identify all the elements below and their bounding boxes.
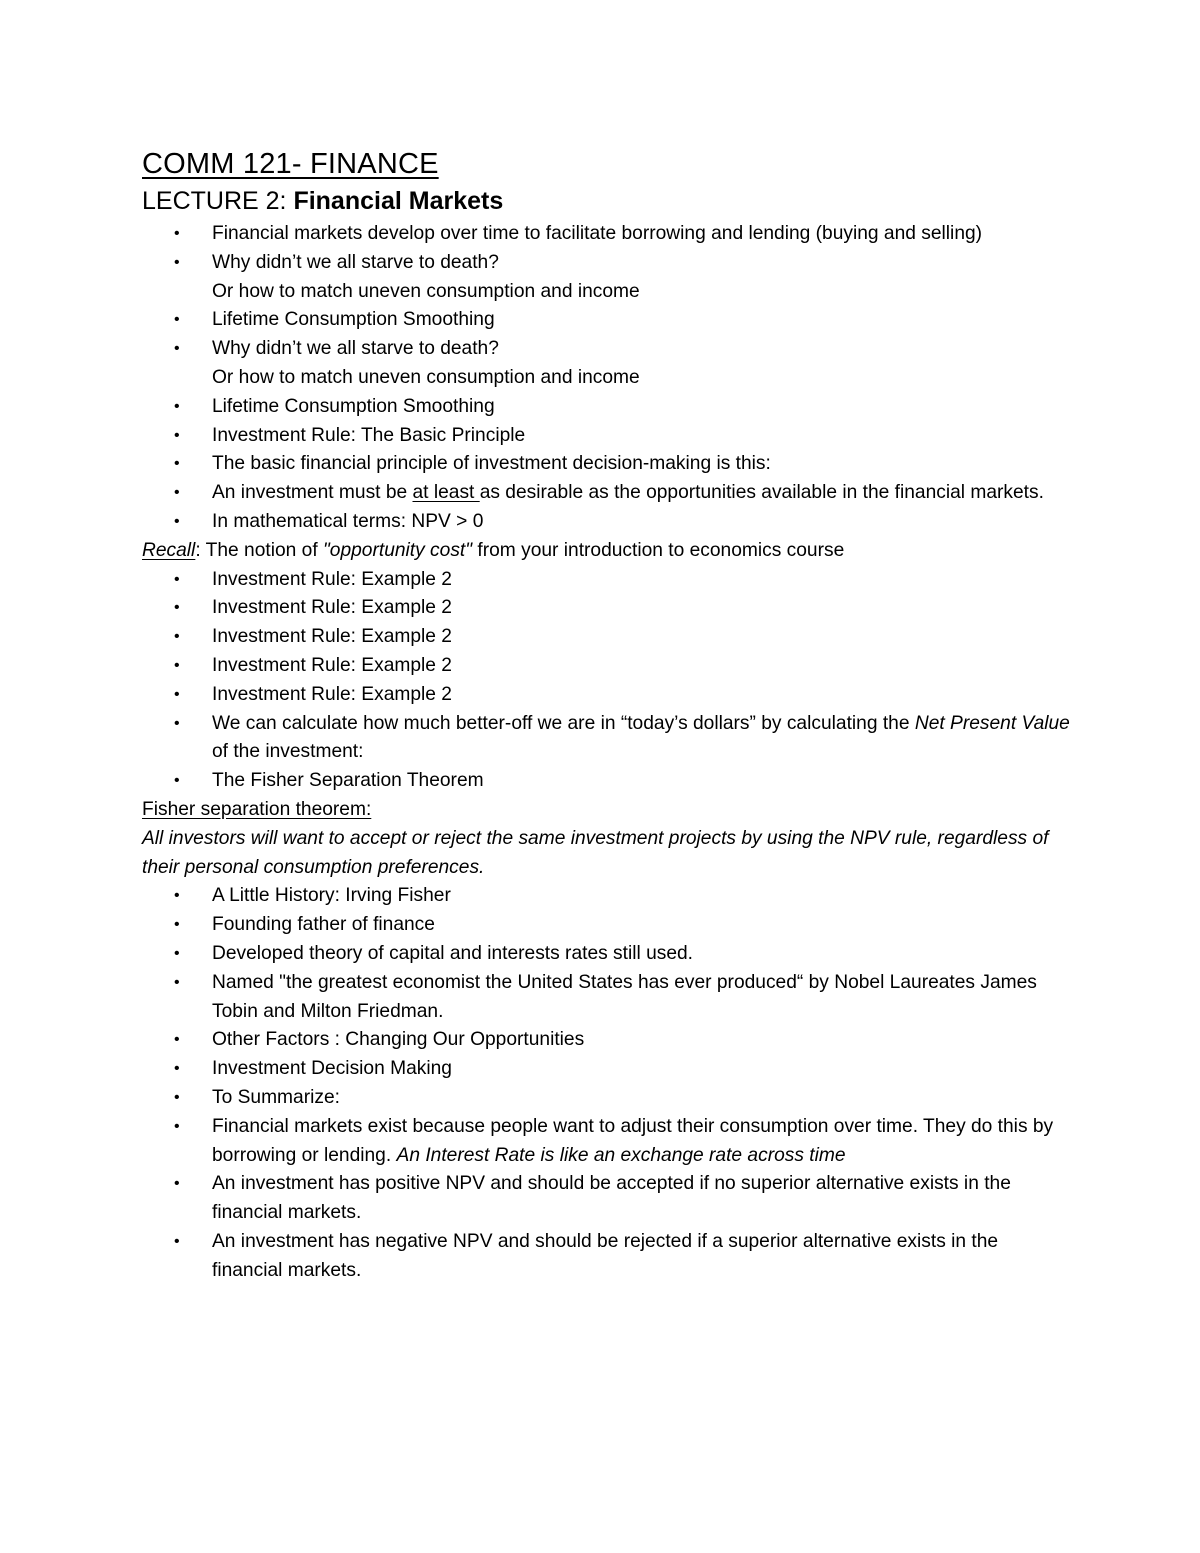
list-item: • Founding father of finance: [142, 911, 1072, 940]
document-content: [142, 144, 1072, 1285]
bullet-icon: •: [174, 311, 180, 329]
bullet-icon: •: [174, 455, 180, 473]
list-item: • Why didn’t we all starve to death? Or how to match uneven consumption and income: [142, 335, 1072, 393]
lecture-heading: [142, 184, 1072, 218]
list-item: • Investment Rule: Example 2: [142, 681, 1072, 710]
bullet-icon: •: [174, 253, 180, 271]
bullet-icon: •: [174, 1031, 180, 1049]
fisher-heading: Fisher separation theorem:: [142, 798, 372, 820]
bullet-icon: •: [174, 656, 180, 674]
bullet-icon: •: [174, 973, 180, 991]
bullet-icon: •: [174, 225, 180, 242]
bullet-icon: •: [174, 1117, 180, 1135]
underlined-phrase: at least: [412, 482, 480, 504]
list-item: • Lifetime Consumption Smoothing: [142, 393, 1072, 422]
list-item: • Financial markets develop over time to facilitate borrowing and lending (buying and selling): [142, 220, 1072, 249]
list-item-summary: • Financial markets exist because people want to adjust their consumption over time. They do this by borrowing or lending. An Interest Rate is like an exchange rate across time: [142, 1113, 1072, 1171]
list-item: • An investment has positive NPV and should be accepted if no superior alternative exists in the financial markets.: [142, 1170, 1072, 1228]
list-item: • Why didn’t we all starve to death? Or how to match uneven consumption and income: [142, 249, 1072, 307]
list-item: • Named "the greatest economist the United States has ever produced“ by Nobel Laureates James Tobin and Milton Friedman.: [142, 969, 1072, 1027]
list-item: • Other Factors : Changing Our Opportunities: [142, 1026, 1072, 1055]
list-item: • The Fisher Separation Theorem: [142, 767, 1072, 796]
lecture-prefix: LECTURE 2:: [142, 187, 294, 215]
bullet-icon: •: [174, 426, 180, 444]
bullet-icon: •: [174, 916, 180, 934]
list-item: • Developed theory of capital and interests rates still used.: [142, 940, 1072, 969]
list-item: • The basic financial principle of investment decision-making is this:: [142, 450, 1072, 479]
bullet-icon: •: [174, 512, 180, 530]
bullet-icon: •: [174, 484, 180, 502]
bullet-list-history: [142, 882, 1072, 1285]
recall-label: Recall: [142, 539, 196, 561]
list-item: • Investment Rule: Example 2: [142, 566, 1072, 595]
list-item-npv-calc: • We can calculate how much better-off we are in “today’s dollars” by calculating the Net Present Value of the investment:: [142, 710, 1072, 768]
bullet-icon: •: [174, 685, 180, 703]
bullet-icon: •: [174, 944, 180, 962]
bullet-icon: •: [174, 772, 180, 790]
bullet-list-intro: [142, 220, 1072, 537]
course-title: COMM 121- FINANCE: [142, 148, 439, 180]
list-item: • Investment Rule: Example 2: [142, 652, 1072, 681]
bullet-icon: •: [174, 887, 180, 905]
list-item-npv: • In mathematical terms: NPV > 0: [142, 508, 1072, 537]
list-item: • A Little History: Irving Fisher: [142, 882, 1072, 911]
bullet-icon: •: [174, 599, 180, 617]
fisher-statement: All investors will want to accept or reject the same investment projects by using the NPV rule, regardless of their personal consumption preferences.: [142, 827, 1049, 878]
bullet-icon: •: [174, 1060, 180, 1078]
bullet-list-examples: [142, 566, 1072, 796]
list-item-desirable: • An investment must be at least as desirable as the opportunities available in the financial markets.: [142, 479, 1072, 508]
list-item: • To Summarize:: [142, 1084, 1072, 1113]
bullet-icon: •: [174, 397, 180, 415]
list-item: • Lifetime Consumption Smoothing: [142, 306, 1072, 335]
bullet-icon: •: [174, 628, 180, 646]
list-item: • Investment Rule: The Basic Principle: [142, 422, 1072, 451]
bullet-icon: •: [174, 340, 180, 358]
list-item: • Investment Rule: Example 2: [142, 594, 1072, 623]
bullet-icon: •: [174, 1232, 180, 1250]
list-item: • Investment Rule: Example 2: [142, 623, 1072, 652]
bullet-icon: •: [174, 1175, 180, 1193]
recall-paragraph: Recall: The notion of "opportunity cost" from your introduction to economics course: [142, 539, 845, 561]
bullet-icon: •: [174, 714, 180, 732]
list-item: • An investment has negative NPV and should be rejected if a superior alternative exists in the financial markets.: [142, 1228, 1072, 1286]
bullet-icon: •: [174, 570, 180, 588]
lecture-topic: Financial Markets: [293, 187, 504, 215]
list-item: • Investment Decision Making: [142, 1055, 1072, 1084]
bullet-icon: •: [174, 1088, 180, 1106]
